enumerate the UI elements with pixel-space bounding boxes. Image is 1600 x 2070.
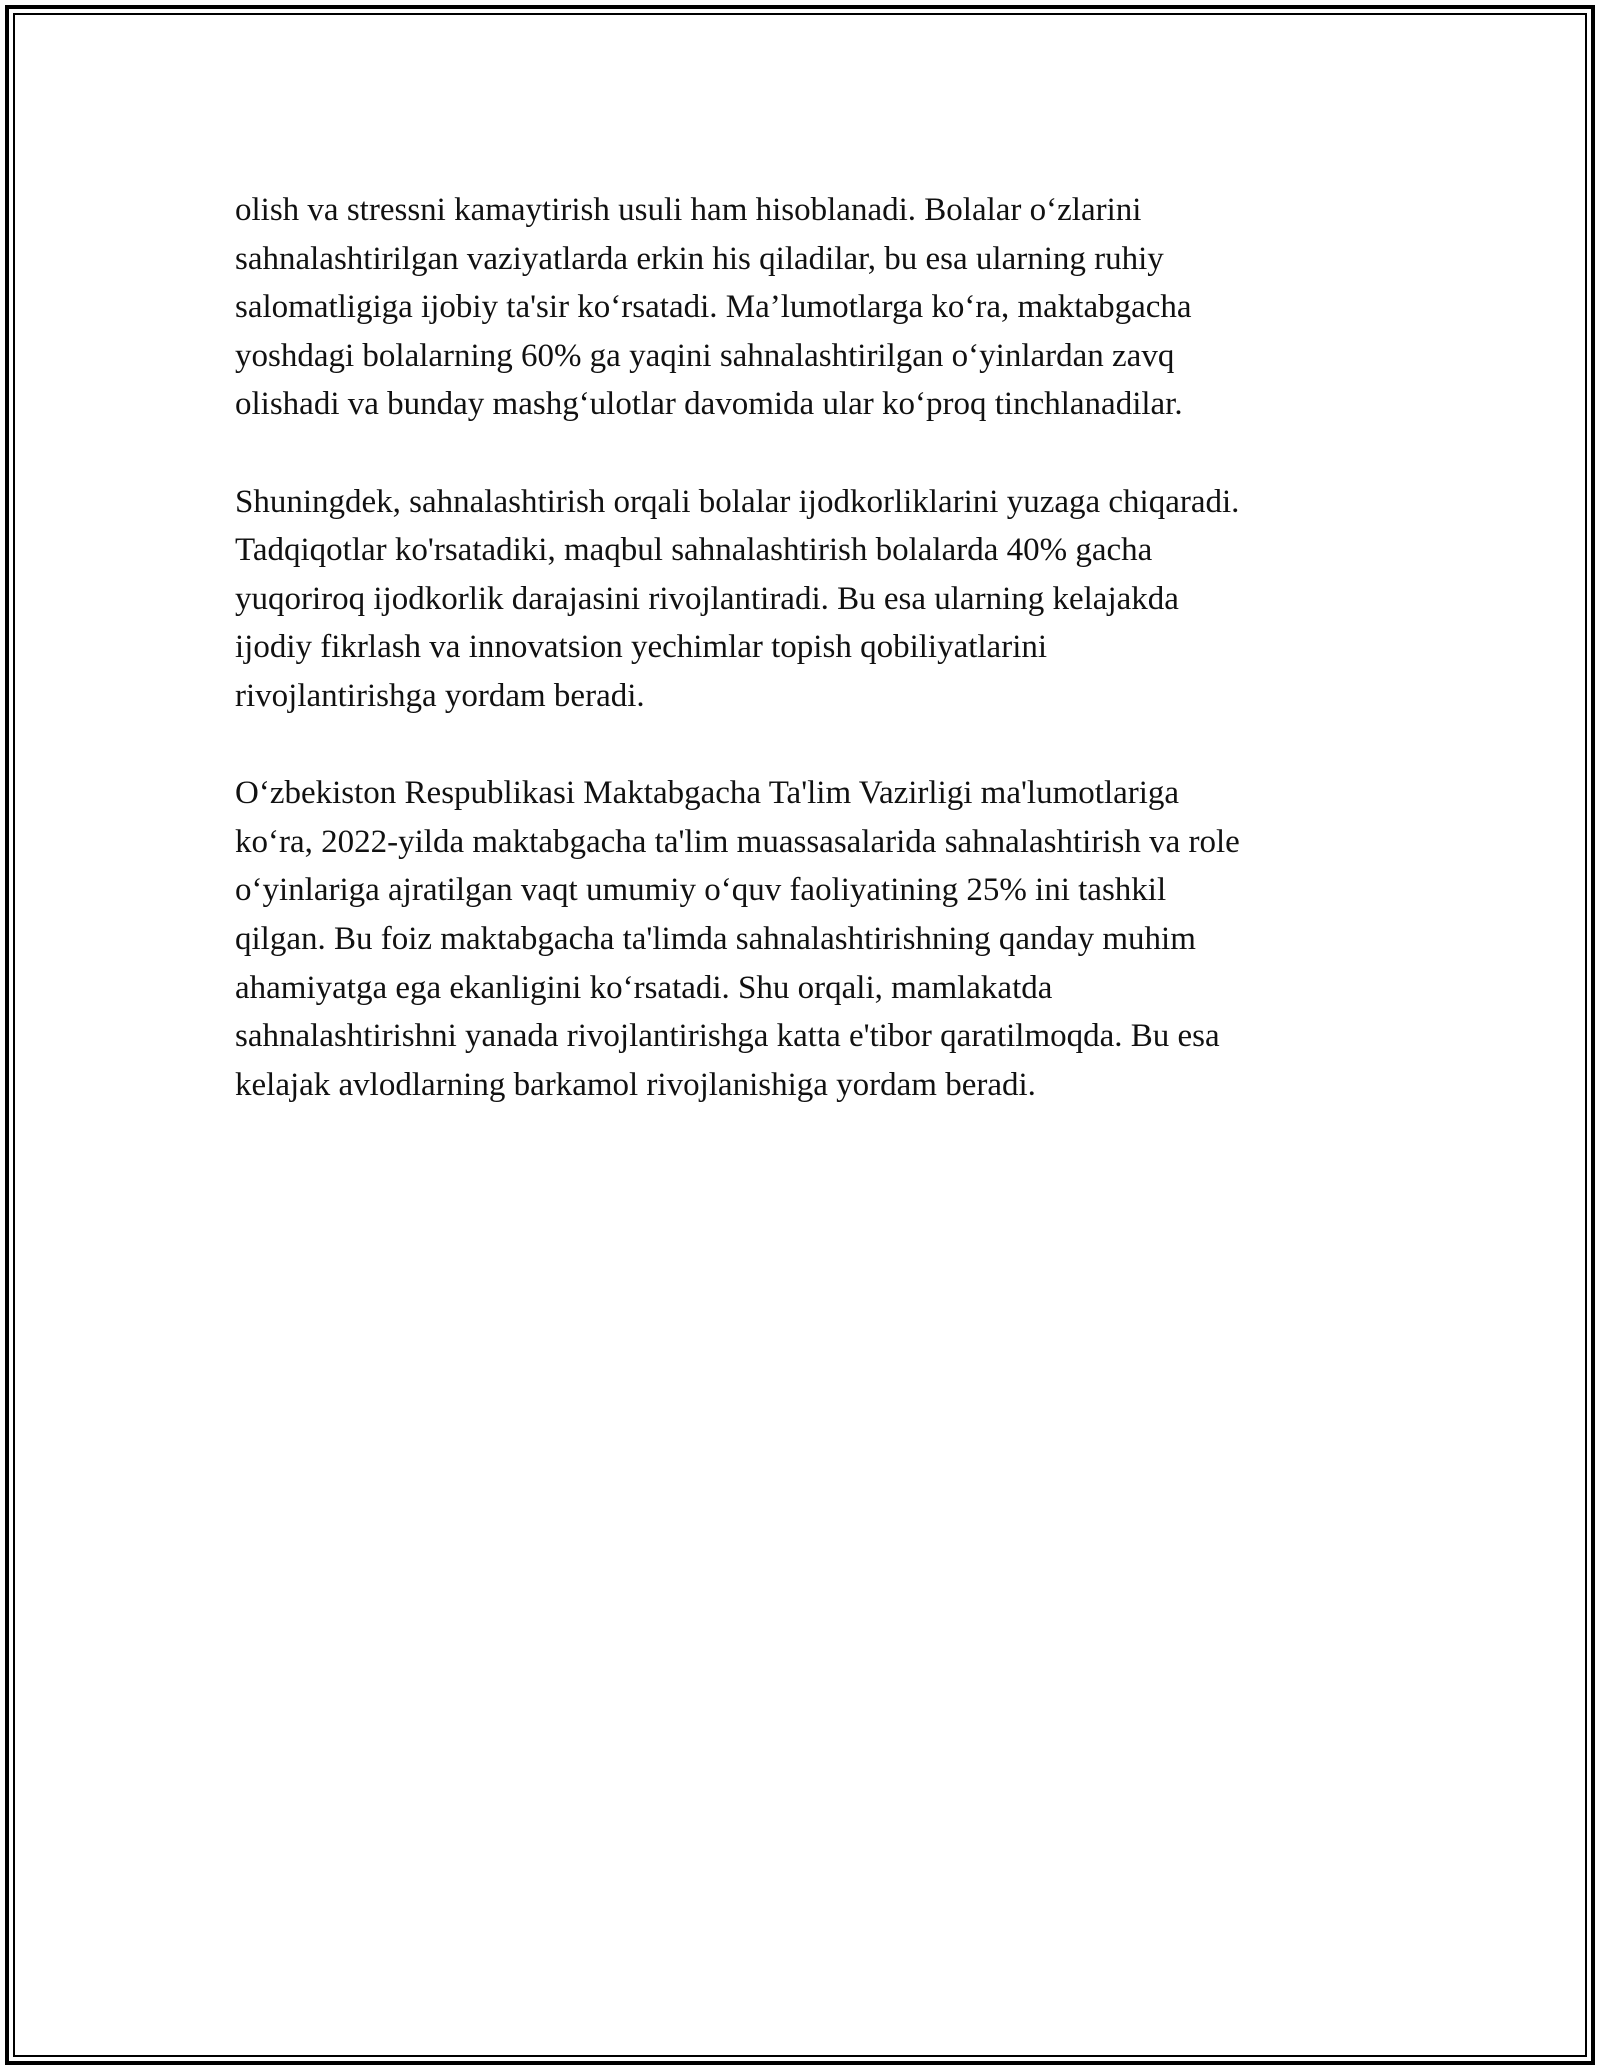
text-line: sahnalashtirilgan vaziyatlarda erkin his qiladilar, bu esa ularning ruhiy [235,240,1164,277]
text-line: olish va stressni kamaytirish usuli ham hisoblanadi. Bolalar o‘zlarini [235,192,1142,228]
text-line: ko‘ra, 2022-yilda maktabgacha ta'lim muassasalarida sahnalashtirish va role [235,823,1240,860]
text-line: rivojlantirishga yordam beradi. [235,677,645,714]
paragraph-1 [235,186,1375,429]
text-line: Tadqiqotlar ko'rsatadiki, maqbul sahnalashtirish bolalarda 40% gacha [235,532,1153,569]
text-line: kelajak avlodlarning barkamol rivojlanishiga yordam beradi. [235,1066,1036,1103]
text-line: olishadi va bunday mashg‘ulotlar davomida ular ko‘proq tinchlanadilar. [235,386,1183,423]
paragraph-3 [235,769,1375,1109]
text-line: qilgan. Bu foiz maktabgacha ta'limda sahnalashtirishning qanday muhim [235,920,1196,957]
text-line: yuqoriroq ijodkorlik darajasini rivojlantiradi. Bu esa ularning kelajakda [235,580,1179,617]
paragraph-2 [235,478,1375,721]
document-body [235,186,1375,1158]
text-line: sahnalashtirishni yanada rivojlantirishga katta e'tibor qaratilmoqda. Bu esa [235,1018,1220,1055]
text-line: ijodiy fikrlash va innovatsion yechimlar topish qobiliyatlarini [235,629,1048,666]
text-line: O‘zbekiston Respublikasi Maktabgacha Ta'lim Vazirligi ma'lumotlariga [235,775,1180,812]
text-line: salomatligiga ijobiy ta'sir ko‘rsatadi. Ma’lumotlarga ko‘ra, maktabgacha [235,289,1192,326]
text-line: ahamiyatga ega ekanligini ko‘rsatadi. Shu orqali, mamlakatda [235,969,1053,1006]
text-line: Shuningdek, sahnalashtirish orqali bolalar ijodkorliklarini yuzaga chiqaradi. [235,483,1240,520]
text-line: yoshdagi bolalarning 60% ga yaqini sahnalashtirilgan o‘yinlardan zavq [235,337,1175,374]
text-line: o‘yinlariga ajratilgan vaqt umumiy o‘quv faoliyatining 25% ini tashkil [235,872,1167,909]
